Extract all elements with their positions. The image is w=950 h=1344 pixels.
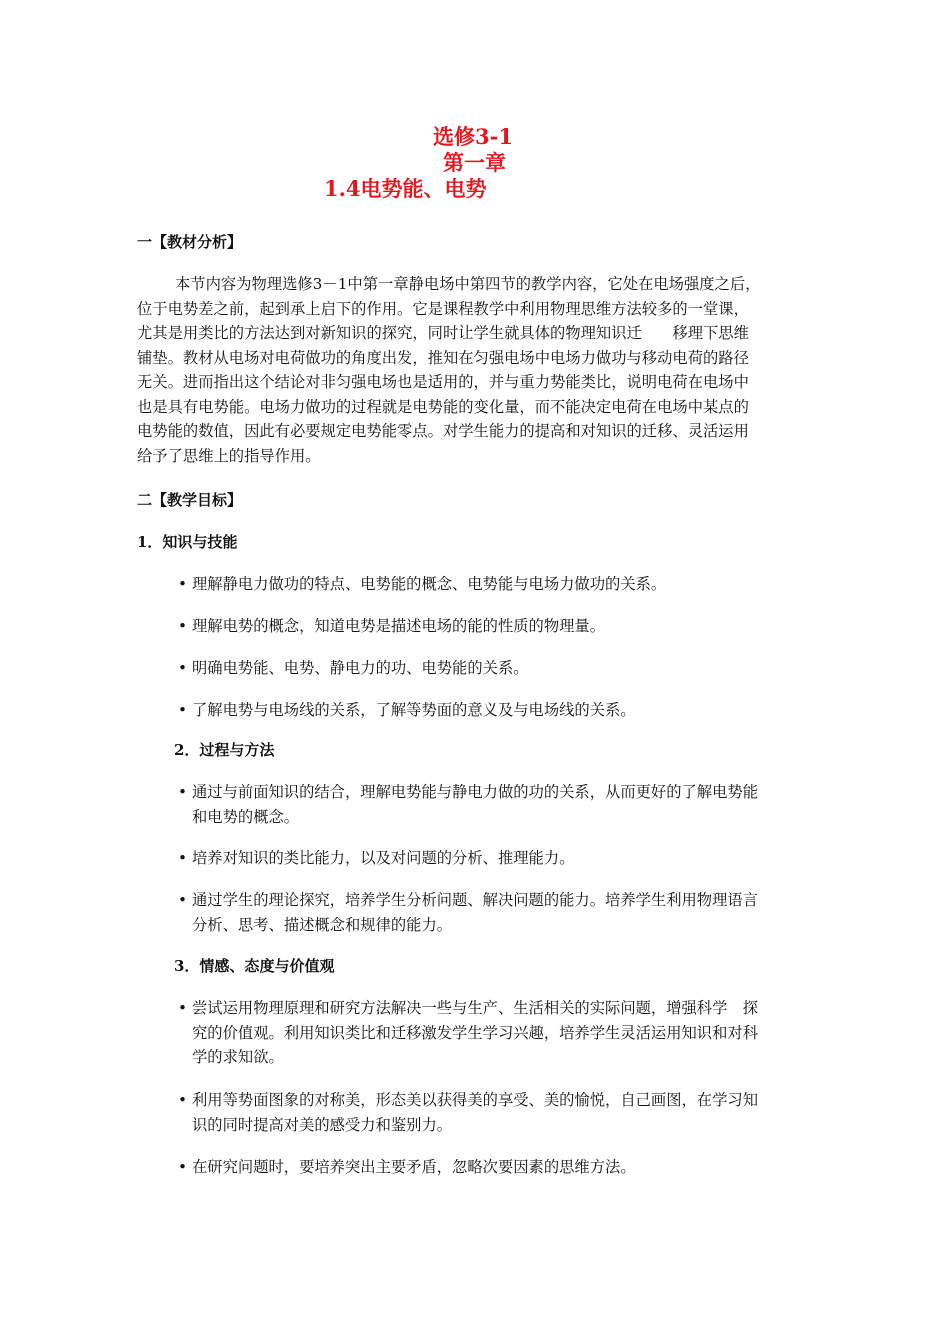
bullet-icon: • [178,783,188,801]
bullet-icon: • [178,999,188,1017]
paragraph-line: 也是具有电势能。电场力做功的过程就是电势能的变化量，而不能决定电荷在电场中某点的 [137,397,749,416]
list-item-text: 通过学生的理论探究，培养学生分析问题、解决问题的能力。培养学生利用物理语言 [192,891,758,909]
paragraph-line: 给予了思维上的指导作用。 [137,446,321,465]
list-item [178,698,828,723]
subsection-heading-emotion-values: 3．情感、态度与价值观 [174,957,335,975]
list-item-text: 究的价值观。利用知识类比和迁移激发学生学习兴趣，培养学生灵活运用知识和对科 [192,1023,758,1042]
list-item-text: 理解静电力做功的特点、电势能的概念、电势能与电场力做功的关系。 [192,575,667,593]
list-item-text: 明确电势能、电势、静电力的功、电势能的关系。 [192,659,529,677]
bullet-icon: • [178,659,188,677]
bullet-icon: • [178,1091,188,1109]
list-item [178,1155,828,1180]
list-item [178,780,828,829]
document-subject-title: 选修3-1 [433,124,513,149]
subsection-heading-knowledge-skills: 1．知识与技能 [137,533,238,551]
bullet-icon: • [178,1158,188,1176]
list-item-text: 尝试运用物理原理和研究方法解决一些与生产、生活相关的实际问题，增强科学 探 [192,999,758,1017]
list-item [178,656,828,681]
list-item [178,996,828,1070]
document-chapter-title: 第一章 [443,150,506,175]
list-item [178,1088,828,1137]
bullet-icon: • [178,849,188,867]
paragraph-line: 位于电势差之前，起到承上启下的作用。它是课程教学中利用物理思维方法较多的一堂课， [137,299,749,318]
subsection-heading-process-methods: 2．过程与方法 [174,741,275,759]
document-section-title: 1.4电势能、电势 [324,176,487,201]
list-item [178,846,828,871]
list-item-text: 识的同时提高对美的感受力和鉴别力。 [192,1115,453,1134]
list-item-text: 和电势的概念。 [192,807,300,826]
paragraph-line: 无关。进而指出这个结论对非匀强电场也是适用的，并与重力势能类比，说明电荷在电场中 [137,373,749,391]
section-heading-teaching-goals: 二【教学目标】 [137,491,243,509]
list-item-text: 学的求知欲。 [192,1048,284,1066]
list-item [178,614,828,639]
list-item-text: 理解电势的概念，知道电势是描述电场的能的性质的物理量。 [192,617,606,635]
bullet-icon: • [178,575,188,593]
list-item-text: 在研究问题时，要培养突出主要矛盾，忽略次要因素的思维方法。 [192,1158,636,1176]
bullet-icon: • [178,701,188,719]
section-heading-textbook-analysis: 一【教材分析】 [137,233,243,251]
list-item-text: 利用等势面图象的对称美，形态美以获得美的享受、美的愉悦，自己画图，在学习知 [192,1091,758,1109]
list-item [178,572,828,597]
bullet-icon: • [178,617,188,635]
paragraph-line: 尤其是用类比的方法达到对新知识的探究，同时让学生就具体的物理知识迁 移理下思维 [137,324,749,342]
list-item-text: 了解电势与电场线的关系，了解等势面的意义及与电场线的关系。 [192,701,636,719]
paragraph-line: 铺垫。教材从电场对电荷做功的角度出发，推知在匀强电场中电场力做功与移动电荷的路径 [137,348,749,367]
paragraph-line: 本节内容为物理选修3－1中第一章静电场中第四节的教学内容，它处在电场强度之后， [175,275,761,293]
textbook-analysis-paragraph [137,272,837,468]
list-item-text: 培养对知识的类比能力，以及对问题的分析、推理能力。 [192,849,575,867]
list-item [178,888,828,937]
paragraph-line: 电势能的数值，因此有必要规定电势能零点。对学生能力的提高和对知识的迁移、灵活运用 [137,422,749,440]
list-item-text: 分析、思考、描述概念和规律的能力。 [192,915,453,934]
bullet-icon: • [178,891,188,909]
list-item-text: 通过与前面知识的结合，理解电势能与静电力做的功的关系，从而更好的了解电势能 [192,783,758,801]
